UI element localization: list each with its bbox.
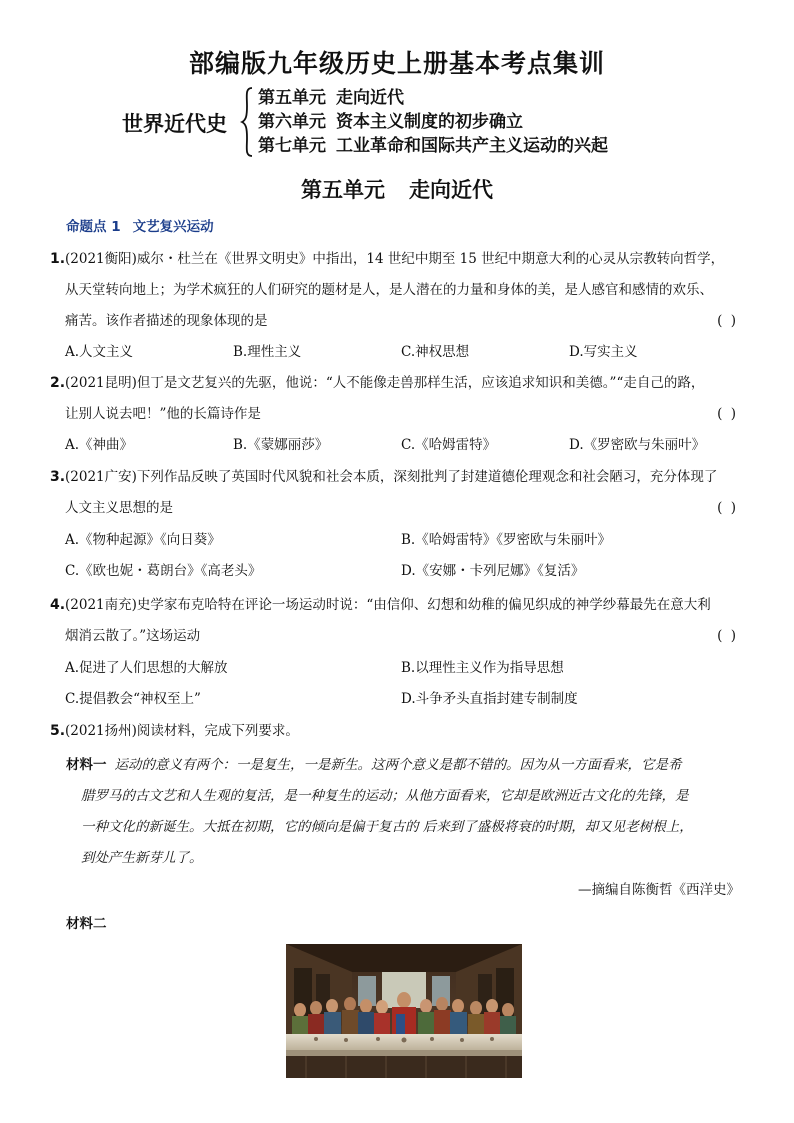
material-line bbox=[66, 812, 756, 843]
option-row bbox=[65, 653, 745, 684]
options-3 bbox=[65, 525, 745, 587]
material-text: 运动的意义有两个：一是复生，一是新生。这两个意义是都不错的。因为从一方面看来，它是希 bbox=[114, 757, 682, 773]
document-title: 部编版九年级历史上册基本考点集训 bbox=[188, 49, 605, 78]
option-d[interactable]: D.《罗密欧与朱丽叶》 bbox=[569, 437, 706, 453]
answer-blank[interactable]: ( ) bbox=[717, 500, 738, 516]
question-number: 1. bbox=[50, 251, 66, 267]
material-one bbox=[66, 750, 756, 874]
question-number: 3. bbox=[50, 469, 66, 485]
question-text: (2021昆明)但丁是文艺复兴的先驱，他说：“人不能像走兽那样生活，应该追求知识和美德。”“走自己的路， bbox=[65, 375, 705, 391]
unit-number: 第七单元 bbox=[258, 136, 326, 156]
option-d[interactable]: D.斗争矛头直指封建专制制度 bbox=[401, 691, 578, 707]
unit-heading-name: 走向近代 bbox=[409, 178, 493, 202]
option-row bbox=[65, 684, 745, 715]
topic-heading bbox=[66, 215, 214, 235]
unit-name: 资本主义制度的初步确立 bbox=[336, 112, 523, 132]
question-line bbox=[50, 306, 750, 337]
question-line bbox=[50, 716, 750, 747]
question-text: (2021扬州)阅读材料，完成下列要求。 bbox=[65, 723, 299, 739]
question-5 bbox=[50, 716, 750, 747]
question-line bbox=[50, 621, 750, 652]
option-c[interactable]: C.提倡教会“神权至上” bbox=[65, 691, 201, 707]
question-3 bbox=[50, 462, 750, 524]
options-4 bbox=[65, 653, 745, 715]
period-label: 世界近代史 bbox=[122, 112, 227, 136]
material-source: —摘编自陈衡哲《西洋史》 bbox=[578, 882, 740, 898]
question-4 bbox=[50, 590, 750, 652]
unit-heading-number: 第五单元 bbox=[301, 178, 385, 202]
question-2 bbox=[50, 368, 750, 430]
unit-item bbox=[258, 110, 608, 134]
material-text: 腊罗马的古文艺和人生观的复活，是一种复生的运动；从他方面看来，它却是欧洲近古文化的先锋，是 bbox=[81, 788, 689, 804]
material-line bbox=[66, 750, 756, 781]
unit-heading bbox=[0, 174, 794, 204]
unit-item bbox=[258, 134, 608, 158]
question-number: 2. bbox=[50, 375, 66, 391]
question-1 bbox=[50, 244, 750, 337]
question-text: 从天堂转向地上；为学术疯狂的人们研究的题材是人，是人潜在的力量和身体的美，是人感官和感情的欢乐、 bbox=[65, 282, 713, 298]
option-row bbox=[65, 430, 745, 461]
options-2 bbox=[65, 430, 745, 461]
answer-blank[interactable]: ( ) bbox=[717, 628, 738, 644]
answer-blank[interactable]: ( ) bbox=[717, 406, 738, 422]
unit-name: 工业革命和国际共产主义运动的兴起 bbox=[336, 136, 608, 156]
question-number: 5. bbox=[50, 723, 66, 739]
question-text: 让别人说去吧！”他的长篇诗作是 bbox=[65, 406, 261, 422]
brace-icon bbox=[240, 86, 254, 158]
question-text: 烟消云散了。”这场运动 bbox=[65, 628, 201, 644]
option-b[interactable]: B.《蒙娜丽莎》 bbox=[233, 437, 329, 453]
option-c[interactable]: C.神权思想 bbox=[401, 344, 470, 360]
material-text: 一种文化的新诞生。大抵在初期，它的倾向是偏于复古的 后来到了盛极将衰的时期，却又见老树根上， bbox=[81, 819, 693, 835]
option-a[interactable]: A.人文主义 bbox=[65, 344, 134, 360]
question-line bbox=[50, 399, 750, 430]
option-row bbox=[65, 525, 745, 556]
topic-name: 文艺复兴运动 bbox=[132, 219, 214, 235]
question-number: 4. bbox=[50, 597, 66, 613]
material-line bbox=[66, 781, 756, 812]
question-line bbox=[50, 244, 750, 275]
option-c[interactable]: C.《欧也妮・葛朗台》《高老头》 bbox=[65, 563, 262, 579]
unit-name: 走向近代 bbox=[336, 88, 404, 108]
unit-number: 第六单元 bbox=[258, 112, 326, 132]
material-text: 到处产生新芽儿了。 bbox=[81, 850, 203, 866]
option-d[interactable]: D.《安娜・卡列尼娜》《复活》 bbox=[401, 563, 585, 579]
option-b[interactable]: B.理性主义 bbox=[233, 344, 302, 360]
options-1 bbox=[65, 337, 745, 368]
option-c[interactable]: C.《哈姆雷特》 bbox=[401, 437, 497, 453]
unit-list bbox=[258, 86, 608, 158]
material-line bbox=[66, 843, 756, 874]
question-line bbox=[50, 493, 750, 524]
option-b[interactable]: B.《哈姆雷特》《罗密欧与朱丽叶》 bbox=[401, 532, 611, 548]
question-text: (2021南充)史学家布克哈特在评论一场运动时说：“由信仰、幻想和幼稚的偏见织成的神学纱幕最先在意大利 bbox=[65, 597, 711, 613]
question-line bbox=[50, 590, 750, 621]
option-d[interactable]: D.写实主义 bbox=[569, 344, 638, 360]
last-supper-painting bbox=[286, 944, 522, 1078]
material-two-label: 材料二 bbox=[66, 916, 107, 932]
material-label: 材料一 bbox=[66, 757, 107, 773]
option-b[interactable]: B.以理性主义作为指导思想 bbox=[401, 660, 564, 676]
option-row bbox=[65, 337, 745, 368]
option-a[interactable]: A.《神曲》 bbox=[65, 437, 134, 453]
question-text: 痛苦。该作者描述的现象体现的是 bbox=[65, 313, 268, 329]
question-line bbox=[50, 462, 750, 493]
unit-item bbox=[258, 86, 608, 110]
question-text: (2021衡阳)威尔・杜兰在《世界文明史》中指出，14 世纪中期至 15 世纪中期意大利的心灵从宗教转向哲学， bbox=[65, 251, 725, 267]
option-row bbox=[65, 556, 745, 587]
question-line bbox=[50, 368, 750, 399]
unit-number: 第五单元 bbox=[258, 88, 326, 108]
option-a[interactable]: A.《物种起源》《向日葵》 bbox=[65, 532, 221, 548]
option-a[interactable]: A.促进了人们思想的大解放 bbox=[65, 660, 228, 676]
question-line bbox=[50, 275, 750, 306]
question-text: 人文主义思想的是 bbox=[65, 500, 173, 516]
topic-number: 命题点 1 bbox=[66, 219, 121, 235]
answer-blank[interactable]: ( ) bbox=[717, 313, 738, 329]
question-text: (2021广安)下列作品反映了英国时代风貌和社会本质，深刻批判了封建道德伦理观念和社会陋习，充分体现了 bbox=[65, 469, 718, 485]
